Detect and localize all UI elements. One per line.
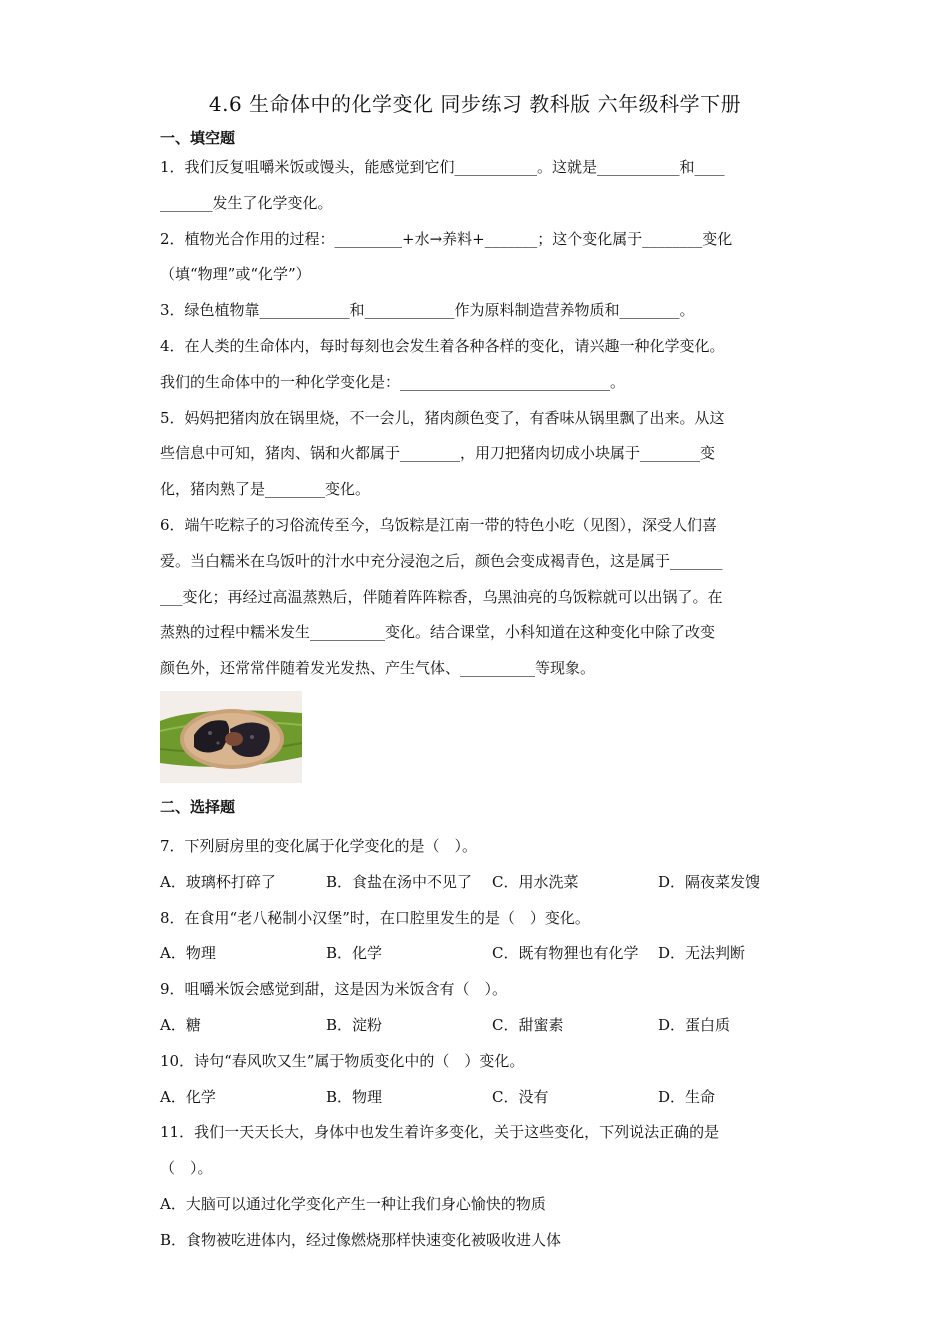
wufan-zongzi-photo — [160, 691, 302, 783]
q11-stem: 11．我们一天天长大，身体中也发生着许多变化，关于这些变化，下列说法正确的是 — [160, 1123, 720, 1142]
q5-line-1: 5．妈妈把猪肉放在锅里烧，不一会儿，猪肉颜色变了，有香味从锅里飘了出来。从这 — [160, 408, 725, 427]
q9-option-b[interactable]: B．淀粉 — [326, 1015, 383, 1034]
q10-option-b[interactable]: B．物理 — [326, 1087, 383, 1106]
q7-option-a[interactable]: A．玻璃杯打碎了 — [160, 872, 276, 891]
q7-option-c[interactable]: C．用水洗菜 — [492, 872, 579, 891]
section-fill-blank-heading: 一、填空题 — [160, 129, 236, 147]
q9-stem: 9．咀嚼米饭会感觉到甜，这是因为米饭含有（ ）。 — [160, 980, 508, 999]
q9-option-c[interactable]: C．甜蜜素 — [492, 1015, 564, 1034]
q9-option-a[interactable]: A．糖 — [160, 1015, 201, 1034]
q11-option-b[interactable]: B．食物被吃进体内，经过像燃烧那样快速变化被吸收进人体 — [160, 1230, 562, 1249]
q3-line-1: 3．绿色植物靠____________和____________作为原料制造营养物质和________。 — [160, 301, 695, 320]
q8-option-d[interactable]: D．无法判断 — [658, 944, 746, 963]
q11-option-a[interactable]: A．大脑可以通过化学变化产生一种让我们身心愉快的物质 — [160, 1194, 546, 1213]
q7-stem: 7．下列厨房里的变化属于化学变化的是（ ）。 — [160, 836, 478, 855]
q10-options — [160, 1080, 800, 1116]
q6-line-5: 颜色外，还常常伴随着发光发热、产生气体、__________等现象。 — [160, 659, 596, 678]
q8-option-c[interactable]: C．既有物狸也有化学 — [492, 944, 639, 963]
q5-line-3: 化，猪肉熟了是________变化。 — [160, 480, 371, 499]
q6-line-3: ___变化；再经过高温蒸熟后，伴随着阵阵粽香，乌黑油亮的乌饭粽就可以出锅了。在 — [160, 587, 723, 606]
q8-stem: 8．在食用“老八秘制小汉堡”时，在口腔里发生的是（ ）变化。 — [160, 908, 590, 927]
q9-options — [160, 1008, 800, 1044]
q2-line-1: 2．植物光合作用的过程：_________+水→养料+_______；这个变化属于________变化 — [160, 229, 733, 248]
q8-option-a[interactable]: A．物理 — [160, 944, 216, 963]
q7-option-b[interactable]: B．食盐在汤中不见了 — [326, 872, 473, 891]
q6-line-4: 蒸熟的过程中糯米发生__________变化。结合课堂，小科知道在这种变化中除了改变 — [160, 623, 716, 642]
q4-line-1: 4．在人类的生命体内，每时每刻也会发生着各种各样的变化，请兴趣一种化学变化。 — [160, 336, 725, 355]
q6-line-2: 爱。当白糯米在乌饭叶的汁水中充分浸泡之后，颜色会变成褐青色，这是属于_______ — [160, 551, 723, 570]
q8-options — [160, 936, 800, 972]
q7-options — [160, 865, 800, 901]
q9-option-d[interactable]: D．蛋白质 — [658, 1015, 731, 1034]
content — [160, 126, 800, 1259]
q1-line-2: _______发生了化学变化。 — [160, 193, 333, 212]
page-title: 4.6 生命体中的化学变化 同步练习 教科版 六年级科学下册 — [208, 92, 742, 116]
section-choice-heading: 二、选择题 — [160, 797, 236, 816]
q5-line-2: 些信息中可知，猪肉、锅和火都属于________，用刀把猪肉切成小块属于________变 — [160, 444, 716, 463]
q10-option-d[interactable]: D．生命 — [658, 1087, 716, 1106]
q4-line-2: 我们的生命体中的一种化学变化是：____________________________。 — [160, 372, 626, 391]
q1-line-1: 1．我们反复咀嚼米饭或馒头，能感觉到它们___________。这就是___________和____ — [160, 158, 725, 176]
q7-option-d[interactable]: D．隔夜菜发馊 — [658, 872, 761, 891]
q8-option-b[interactable]: B．化学 — [326, 944, 383, 963]
q10-option-c[interactable]: C．没有 — [492, 1087, 549, 1106]
q10-stem: 10．诗句“春风吹又生”属于物质变化中的（ ）变化。 — [160, 1051, 525, 1070]
q10-option-a[interactable]: A．化学 — [160, 1087, 216, 1106]
q2-line-2: （填“物理”或“化学”） — [160, 265, 311, 284]
q6-line-1: 6．端午吃粽子的习俗流传至今，乌饭粽是江南一带的特色小吃（见图），深受人们喜 — [160, 515, 718, 534]
q11-stem-line-2: （ ）。 — [160, 1159, 213, 1178]
